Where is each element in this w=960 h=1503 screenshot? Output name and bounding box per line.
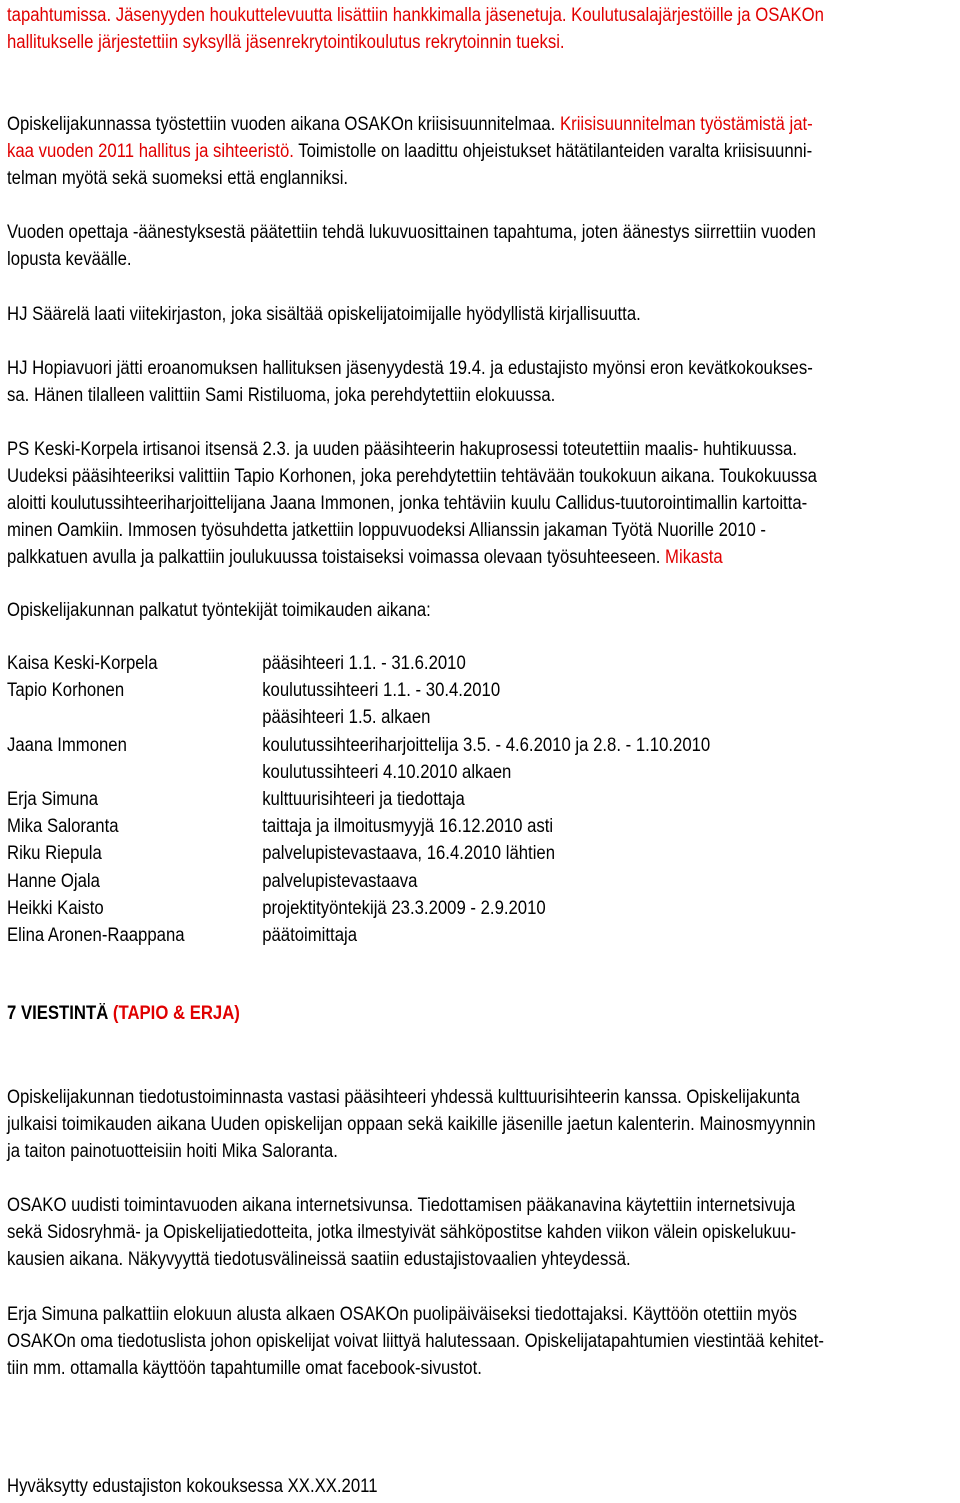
- section-heading-red: (TAPIO & ERJA): [108, 1003, 240, 1024]
- comm3-line-2: OSAKOn oma tiedotuslista johon opiskelijat voivat liittyä halutessaan. Opiskelijatapahtumien viestintää kehitet-: [7, 1331, 824, 1352]
- crisis-text-3: telman myötä sekä suomeksi että englanniksi.: [7, 168, 349, 189]
- staff-row: [7, 922, 710, 949]
- crisis-red-1: Kriisisuunnitelman työstämistä jat-: [555, 114, 813, 135]
- library-paragraph: [7, 301, 953, 328]
- staff-row: [7, 895, 710, 922]
- staff-role: koulutussihteeri 4.10.2010 alkaen: [262, 761, 512, 783]
- staff-role: pääsihteeri 1.5. alkaen: [262, 707, 431, 729]
- crisis-text-1: Opiskelijakunnassa työstettiin vuoden aikana OSAKOn kriisisuunnitelmaa.: [7, 114, 556, 135]
- staff-list-title: [7, 597, 953, 624]
- staff-changes-paragraph: [7, 436, 953, 571]
- staff-row: [7, 732, 710, 759]
- staff-row: [7, 786, 710, 813]
- intro-line-1: tapahtumissa. Jäsenyyden houkuttelevuutta lisättiin hankkimalla jäsenetuja. Koulutusalajärjestöille ja OSAKOn: [7, 5, 824, 26]
- staff-role: pääsihteeri 1.1. - 31.6.2010: [262, 653, 466, 674]
- staff-name: Erja Simuna: [7, 788, 99, 810]
- staff-name: Heikki Kaisto: [7, 897, 104, 919]
- staff-role: koulutussihteeri 1.1. - 30.4.2010: [262, 680, 501, 702]
- staff-name: Elina Aronen-Raappana: [7, 924, 185, 946]
- teacher-vote-paragraph: [7, 219, 953, 273]
- teacher-vote-line-2: lopusta keväälle.: [7, 249, 132, 270]
- staff-row: [7, 650, 710, 677]
- crisis-paragraph: [7, 111, 953, 192]
- staff-row: [7, 677, 710, 704]
- staff-name: [7, 759, 262, 786]
- staff-name: Tapio Korhonen: [7, 680, 125, 702]
- comm3-line-3: tiin mm. ottamalla käyttöön tapahtumille omat facebook-sivustot.: [7, 1358, 482, 1379]
- section-heading: [7, 1003, 240, 1025]
- staff-changes-line-4: minen Oamkiin. Immosen työsuhdetta jatkettiin loppuvuodeksi Allianssin jakaman Työtä Nuorille 2010 -: [7, 520, 766, 541]
- resignation-line-1: HJ Hopiavuori jätti eroanomuksen hallituksen jäsenyydestä 19.4. ja edustajisto myönsi eron kevätkokoukses-: [7, 358, 813, 379]
- teacher-vote-line-1: Vuoden opettaja -äänestyksestä päätettiin tehdä lukuvuosittainen tapahtuma, joten äänestys siirrettiin vuoden: [7, 222, 816, 243]
- comm2-line-3: kausien aikana. Näkyvyyttä tiedotusvälineissä saatiin edustajistovaalien yhteydessä.: [7, 1249, 631, 1270]
- staff-role: projektityöntekijä 23.3.2009 - 2.9.2010: [262, 897, 546, 919]
- communication-paragraph-1: [7, 1084, 953, 1165]
- staff-name: Riku Riepula: [7, 843, 102, 865]
- comm3-line-1: Erja Simuna palkattiin elokuun alusta alkaen OSAKOn puolipäiväiseksi tiedottajaksi. Käyttöön otettiin myös: [7, 1304, 797, 1325]
- crisis-text-2: Toimistolle on laadittu ohjeistukset hätätilanteiden varalta kriisisuunni-: [293, 141, 813, 162]
- staff-name: [7, 704, 262, 731]
- staff-row: [7, 840, 710, 867]
- staff-changes-line-3: aloitti koulutussihteeriharjoittelijana Jaana Immonen, jonka tehtäviin kuulu Callidus-tuutorointimallin kartoitta-: [7, 493, 808, 514]
- comm2-line-1: OSAKO uudisti toimintavuoden aikana internetsivunsa. Tiedottamisen pääkanavina käytettiin internetsivuja: [7, 1195, 796, 1216]
- crisis-red-2: kaa vuoden 2011 hallitus ja sihteeristö.: [7, 141, 294, 162]
- comm1-line-2: julkaisi toimikauden aikana Uuden opiskelijan oppaan sekä kaikille jäsenille jaetun kalenterin. Mainosmyynnin: [7, 1114, 816, 1135]
- section-heading-text: 7 VIESTINTÄ: [7, 1003, 109, 1024]
- staff-role: kulttuurisihteeri ja tiedottaja: [262, 788, 465, 810]
- staff-list-title-text: Opiskelijakunnan palkatut työntekijät toimikauden aikana:: [7, 600, 431, 621]
- staff-row: [7, 759, 710, 786]
- staff-name: Hanne Ojala: [7, 870, 100, 892]
- staff-changes-line-1: PS Keski-Korpela irtisanoi itsensä 2.3. ja uuden pääsihteerin hakuprosessi toteutettiin maalis- huhtikuussa.: [7, 439, 798, 460]
- staff-changes-red: Mikasta: [660, 547, 723, 568]
- staff-changes-line-2: Uudeksi pääsihteeriksi valittiin Tapio Korhonen, joka perehdytettiin tehtävään toukokuun aikana. Toukokuussa: [7, 466, 817, 487]
- staff-role: päätoimittaja: [262, 924, 358, 946]
- staff-changes-line-5: palkkatuen avulla ja palkattiin joulukuussa toistaiseksi voimassa olevaan työsuhteeseen.: [7, 547, 661, 568]
- comm1-line-1: Opiskelijakunnan tiedotustoiminnasta vastasi pääsihteeri yhdessä kulttuurisihteerin kanssa. Opiskelijakunta: [7, 1087, 800, 1108]
- staff-role: palvelupistevastaava, 16.4.2010 lähtien: [262, 843, 556, 865]
- intro-line-2: hallitukselle järjestettiin syksyllä jäsenrekrytointikoulutus rekrytoinnin tueksi.: [7, 32, 565, 53]
- intro-paragraph: [7, 2, 953, 56]
- library-line: HJ Säärelä laati viitekirjaston, joka sisältää opiskelijatoimijalle hyödyllistä kirjallisuutta.: [7, 304, 641, 325]
- staff-list: [7, 650, 710, 949]
- approval-footer: Hyväksytty edustajiston kokouksessa XX.XX.2011: [7, 1476, 378, 1497]
- staff-row: [7, 704, 710, 731]
- staff-name: Mika Saloranta: [7, 816, 119, 838]
- communication-paragraph-2: [7, 1192, 953, 1273]
- staff-row: [7, 868, 710, 895]
- resignation-line-2: sa. Hänen tilalleen valittiin Sami Ristiluoma, joka perehdytettiin elokuussa.: [7, 385, 556, 406]
- staff-role: koulutussihteeriharjoittelija 3.5. - 4.6.2010 ja 2.8. - 1.10.2010: [262, 734, 711, 756]
- comm2-line-2: sekä Sidosryhmä- ja Opiskelijatiedotteita, jotka ilmestyivät sähköpostitse kahden viikon välein opiskelukuu-: [7, 1222, 797, 1243]
- comm1-line-3: ja taiton painotuotteisiin hoiti Mika Saloranta.: [7, 1141, 338, 1162]
- staff-role: taittaja ja ilmoitusmyyjä 16.12.2010 asti: [262, 816, 554, 838]
- staff-row: [7, 813, 710, 840]
- staff-name: Jaana Immonen: [7, 734, 127, 756]
- communication-paragraph-3: [7, 1301, 953, 1382]
- resignation-paragraph: [7, 355, 953, 409]
- staff-name: Kaisa Keski-Korpela: [7, 653, 158, 674]
- staff-role: palvelupistevastaava: [262, 870, 418, 892]
